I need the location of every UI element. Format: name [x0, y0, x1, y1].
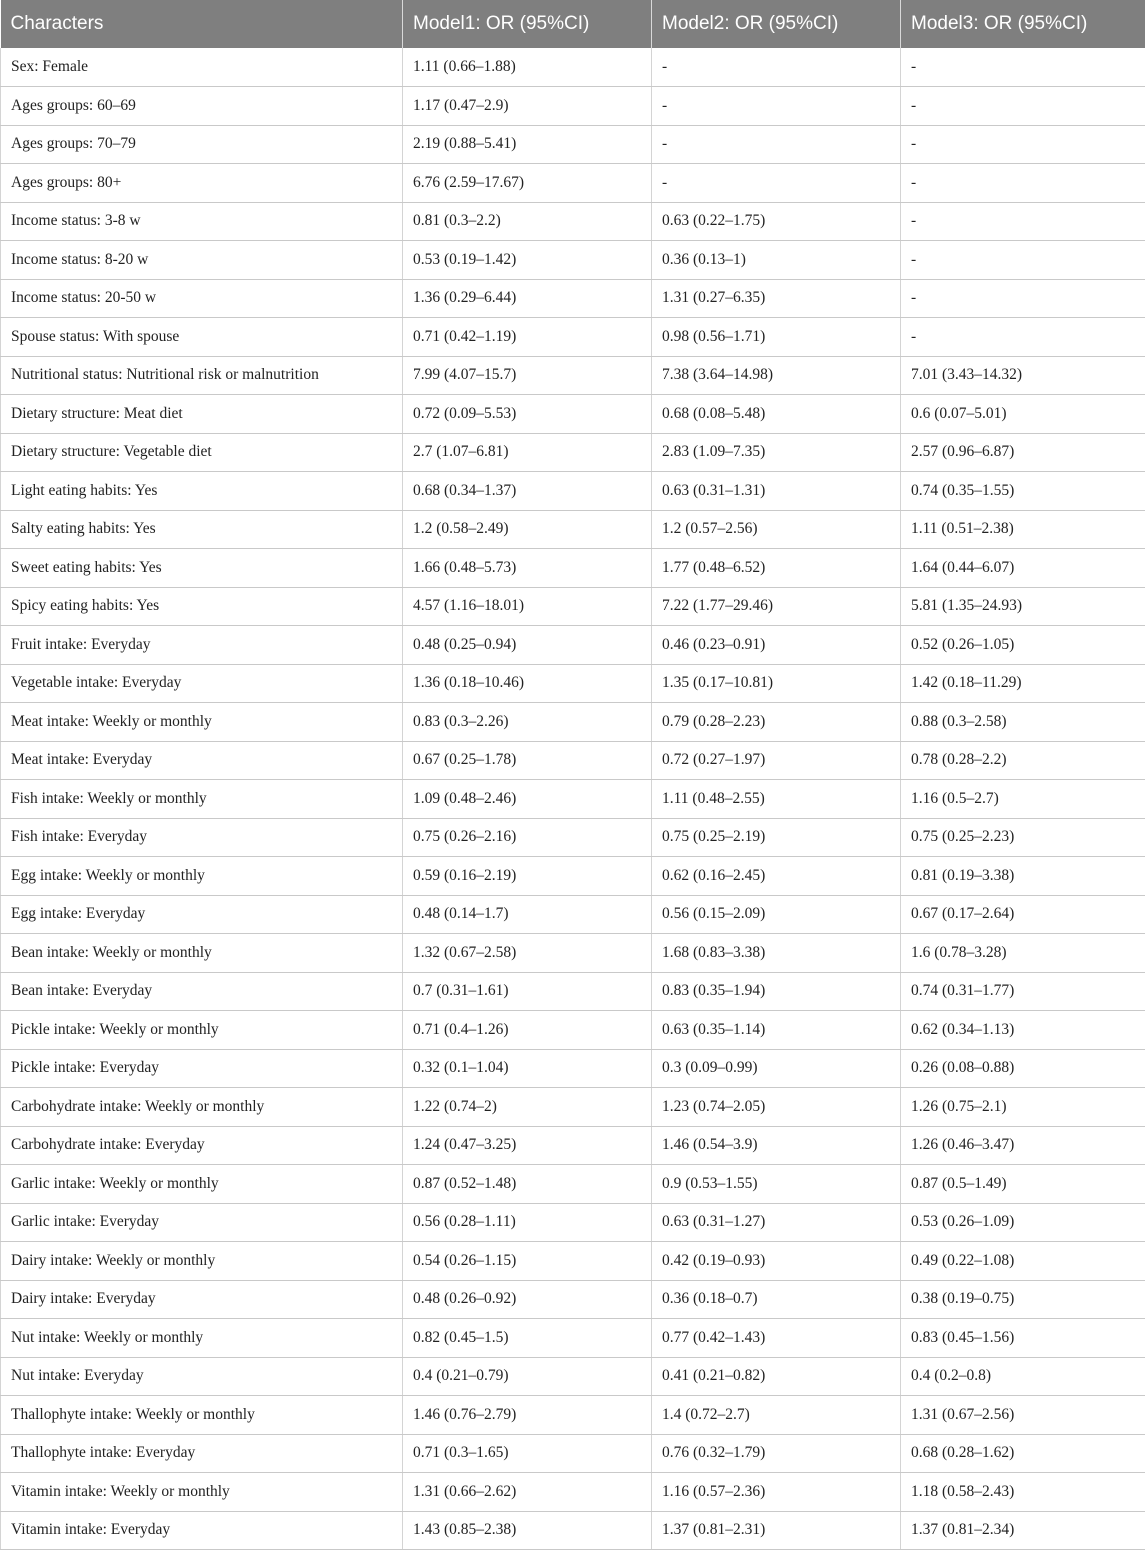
- cell-characters: Dietary structure: Vegetable diet: [1, 433, 403, 472]
- cell-characters: Fruit intake: Everyday: [1, 626, 403, 665]
- cell-model3: 1.37 (0.81–2.34): [901, 1511, 1145, 1550]
- cell-model1: 0.81 (0.3–2.2): [403, 202, 652, 241]
- cell-characters: Income status: 8-20 w: [1, 241, 403, 280]
- table-row: [1, 1165, 1145, 1204]
- cell-model3: -: [901, 125, 1145, 164]
- cell-characters: Spouse status: With spouse: [1, 318, 403, 357]
- table-header: [1, 0, 1145, 48]
- table-row: [1, 1511, 1145, 1550]
- cell-model1: 0.71 (0.4–1.26): [403, 1011, 652, 1050]
- table-body: [1, 48, 1145, 1550]
- cell-model1: 1.66 (0.48–5.73): [403, 549, 652, 588]
- cell-model1: 0.72 (0.09–5.53): [403, 395, 652, 434]
- cell-characters: Bean intake: Everyday: [1, 972, 403, 1011]
- table-row: [1, 87, 1145, 126]
- cell-characters: Ages groups: 60–69: [1, 87, 403, 126]
- table-row: [1, 125, 1145, 164]
- cell-model1: 0.56 (0.28–1.11): [403, 1203, 652, 1242]
- cell-model3: 0.6 (0.07–5.01): [901, 395, 1145, 434]
- cell-model1: 0.7 (0.31–1.61): [403, 972, 652, 1011]
- cell-model3: 0.52 (0.26–1.05): [901, 626, 1145, 665]
- cell-model1: 0.32 (0.1–1.04): [403, 1049, 652, 1088]
- cell-model2: 0.9 (0.53–1.55): [652, 1165, 901, 1204]
- cell-model2: 1.35 (0.17–10.81): [652, 664, 901, 703]
- cell-model1: 6.76 (2.59–17.67): [403, 164, 652, 203]
- cell-model1: 0.87 (0.52–1.48): [403, 1165, 652, 1204]
- cell-model3: 7.01 (3.43–14.32): [901, 356, 1145, 395]
- cell-characters: Thallophyte intake: Weekly or monthly: [1, 1396, 403, 1435]
- cell-characters: Egg intake: Weekly or monthly: [1, 857, 403, 896]
- cell-characters: Vegetable intake: Everyday: [1, 664, 403, 703]
- cell-characters: Fish intake: Weekly or monthly: [1, 780, 403, 819]
- cell-model3: 0.53 (0.26–1.09): [901, 1203, 1145, 1242]
- cell-model2: 0.42 (0.19–0.93): [652, 1242, 901, 1281]
- cell-model3: 0.78 (0.28–2.2): [901, 741, 1145, 780]
- table-row: [1, 241, 1145, 280]
- cell-model2: 0.63 (0.22–1.75): [652, 202, 901, 241]
- cell-model3: -: [901, 164, 1145, 203]
- table-row: [1, 433, 1145, 472]
- table-row: [1, 164, 1145, 203]
- cell-model2: 0.63 (0.31–1.27): [652, 1203, 901, 1242]
- cell-model2: 0.56 (0.15–2.09): [652, 895, 901, 934]
- cell-model2: 0.83 (0.35–1.94): [652, 972, 901, 1011]
- cell-model1: 0.48 (0.14–1.7): [403, 895, 652, 934]
- cell-model3: 1.26 (0.46–3.47): [901, 1126, 1145, 1165]
- table-row: [1, 1357, 1145, 1396]
- cell-model2: -: [652, 87, 901, 126]
- cell-model3: -: [901, 48, 1145, 87]
- cell-model1: 0.83 (0.3–2.26): [403, 703, 652, 742]
- cell-characters: Nutritional status: Nutritional risk or malnutrition: [1, 356, 403, 395]
- cell-characters: Bean intake: Weekly or monthly: [1, 934, 403, 973]
- cell-model2: 0.79 (0.28–2.23): [652, 703, 901, 742]
- cell-characters: Income status: 20-50 w: [1, 279, 403, 318]
- cell-model3: 1.64 (0.44–6.07): [901, 549, 1145, 588]
- cell-model1: 0.48 (0.25–0.94): [403, 626, 652, 665]
- cell-model1: 2.19 (0.88–5.41): [403, 125, 652, 164]
- cell-model2: 1.37 (0.81–2.31): [652, 1511, 901, 1550]
- cell-model1: 0.4 (0.21–0.79): [403, 1357, 652, 1396]
- cell-characters: Dairy intake: Everyday: [1, 1280, 403, 1319]
- cell-model1: 1.11 (0.66–1.88): [403, 48, 652, 87]
- table-row: [1, 1011, 1145, 1050]
- table-row: [1, 857, 1145, 896]
- table-row: [1, 395, 1145, 434]
- cell-model1: 1.36 (0.18–10.46): [403, 664, 652, 703]
- cell-characters: Ages groups: 80+: [1, 164, 403, 203]
- cell-characters: Ages groups: 70–79: [1, 125, 403, 164]
- cell-characters: Carbohydrate intake: Everyday: [1, 1126, 403, 1165]
- header-model3: Model3: OR (95%CI): [901, 0, 1145, 48]
- cell-characters: Vitamin intake: Everyday: [1, 1511, 403, 1550]
- cell-model3: 0.83 (0.45–1.56): [901, 1319, 1145, 1358]
- table-row: [1, 895, 1145, 934]
- cell-characters: Garlic intake: Everyday: [1, 1203, 403, 1242]
- cell-model1: 1.36 (0.29–6.44): [403, 279, 652, 318]
- table-row: [1, 318, 1145, 357]
- table-row: [1, 703, 1145, 742]
- cell-model2: 0.68 (0.08–5.48): [652, 395, 901, 434]
- cell-model1: 0.59 (0.16–2.19): [403, 857, 652, 896]
- table-row: [1, 1473, 1145, 1512]
- cell-model3: -: [901, 202, 1145, 241]
- cell-model3: 1.18 (0.58–2.43): [901, 1473, 1145, 1512]
- cell-characters: Meat intake: Weekly or monthly: [1, 703, 403, 742]
- cell-model3: 0.68 (0.28–1.62): [901, 1434, 1145, 1473]
- cell-model3: 0.38 (0.19–0.75): [901, 1280, 1145, 1319]
- cell-model3: 1.26 (0.75–2.1): [901, 1088, 1145, 1127]
- cell-characters: Income status: 3-8 w: [1, 202, 403, 241]
- table-row: [1, 1088, 1145, 1127]
- cell-model3: 0.26 (0.08–0.88): [901, 1049, 1145, 1088]
- cell-model2: 1.68 (0.83–3.38): [652, 934, 901, 973]
- cell-model3: 2.57 (0.96–6.87): [901, 433, 1145, 472]
- cell-model1: 0.68 (0.34–1.37): [403, 472, 652, 511]
- table-row: [1, 1280, 1145, 1319]
- cell-model2: 0.46 (0.23–0.91): [652, 626, 901, 665]
- cell-model2: -: [652, 48, 901, 87]
- cell-model2: 0.62 (0.16–2.45): [652, 857, 901, 896]
- table-row: [1, 1434, 1145, 1473]
- cell-model1: 4.57 (1.16–18.01): [403, 587, 652, 626]
- cell-characters: Carbohydrate intake: Weekly or monthly: [1, 1088, 403, 1127]
- table-row: [1, 818, 1145, 857]
- header-row: [1, 0, 1145, 48]
- cell-model2: 1.2 (0.57–2.56): [652, 510, 901, 549]
- cell-characters: Sweet eating habits: Yes: [1, 549, 403, 588]
- cell-model2: 0.72 (0.27–1.97): [652, 741, 901, 780]
- cell-model2: 0.3 (0.09–0.99): [652, 1049, 901, 1088]
- cell-characters: Pickle intake: Everyday: [1, 1049, 403, 1088]
- cell-model1: 1.2 (0.58–2.49): [403, 510, 652, 549]
- cell-model2: 0.76 (0.32–1.79): [652, 1434, 901, 1473]
- table-row: [1, 472, 1145, 511]
- cell-model3: -: [901, 318, 1145, 357]
- cell-model3: 0.88 (0.3–2.58): [901, 703, 1145, 742]
- header-model2: Model2: OR (95%CI): [652, 0, 901, 48]
- table-row: [1, 741, 1145, 780]
- cell-model3: 0.62 (0.34–1.13): [901, 1011, 1145, 1050]
- cell-model3: -: [901, 87, 1145, 126]
- table-row: [1, 780, 1145, 819]
- table-row: [1, 1126, 1145, 1165]
- cell-characters: Nut intake: Weekly or monthly: [1, 1319, 403, 1358]
- cell-model1: 1.43 (0.85–2.38): [403, 1511, 652, 1550]
- table-row: [1, 510, 1145, 549]
- table-row: [1, 626, 1145, 665]
- cell-model3: 1.6 (0.78–3.28): [901, 934, 1145, 973]
- cell-model3: 0.87 (0.5–1.49): [901, 1165, 1145, 1204]
- cell-characters: Pickle intake: Weekly or monthly: [1, 1011, 403, 1050]
- cell-model3: 0.74 (0.35–1.55): [901, 472, 1145, 511]
- cell-model3: 0.49 (0.22–1.08): [901, 1242, 1145, 1281]
- table-row: [1, 279, 1145, 318]
- cell-model3: 0.4 (0.2–0.8): [901, 1357, 1145, 1396]
- table-row: [1, 1242, 1145, 1281]
- cell-model3: 1.16 (0.5–2.7): [901, 780, 1145, 819]
- cell-model3: 1.11 (0.51–2.38): [901, 510, 1145, 549]
- cell-model3: 5.81 (1.35–24.93): [901, 587, 1145, 626]
- table-row: [1, 1319, 1145, 1358]
- cell-model2: 1.31 (0.27–6.35): [652, 279, 901, 318]
- cell-characters: Nut intake: Everyday: [1, 1357, 403, 1396]
- cell-model2: -: [652, 125, 901, 164]
- cell-model2: 1.77 (0.48–6.52): [652, 549, 901, 588]
- cell-model2: 0.41 (0.21–0.82): [652, 1357, 901, 1396]
- cell-characters: Meat intake: Everyday: [1, 741, 403, 780]
- cell-characters: Light eating habits: Yes: [1, 472, 403, 511]
- cell-model2: 0.63 (0.31–1.31): [652, 472, 901, 511]
- cell-characters: Garlic intake: Weekly or monthly: [1, 1165, 403, 1204]
- cell-model2: 0.36 (0.18–0.7): [652, 1280, 901, 1319]
- cell-characters: Fish intake: Everyday: [1, 818, 403, 857]
- cell-model1: 1.17 (0.47–2.9): [403, 87, 652, 126]
- cell-model1: 0.82 (0.45–1.5): [403, 1319, 652, 1358]
- cell-model2: 2.83 (1.09–7.35): [652, 433, 901, 472]
- cell-model2: 0.77 (0.42–1.43): [652, 1319, 901, 1358]
- cell-model1: 0.53 (0.19–1.42): [403, 241, 652, 280]
- cell-characters: Salty eating habits: Yes: [1, 510, 403, 549]
- cell-model2: -: [652, 164, 901, 203]
- cell-model3: 1.42 (0.18–11.29): [901, 664, 1145, 703]
- cell-model3: 0.67 (0.17–2.64): [901, 895, 1145, 934]
- cell-model1: 2.7 (1.07–6.81): [403, 433, 652, 472]
- cell-model1: 1.24 (0.47–3.25): [403, 1126, 652, 1165]
- table-row: [1, 664, 1145, 703]
- cell-model2: 1.16 (0.57–2.36): [652, 1473, 901, 1512]
- cell-characters: Egg intake: Everyday: [1, 895, 403, 934]
- cell-model3: -: [901, 279, 1145, 318]
- cell-characters: Dietary structure: Meat diet: [1, 395, 403, 434]
- cell-model1: 0.71 (0.3–1.65): [403, 1434, 652, 1473]
- table-row: [1, 1049, 1145, 1088]
- cell-characters: Dairy intake: Weekly or monthly: [1, 1242, 403, 1281]
- cell-model1: 1.09 (0.48–2.46): [403, 780, 652, 819]
- header-model1: Model1: OR (95%CI): [403, 0, 652, 48]
- table-row: [1, 1396, 1145, 1435]
- cell-model3: 0.81 (0.19–3.38): [901, 857, 1145, 896]
- cell-model2: 7.38 (3.64–14.98): [652, 356, 901, 395]
- cell-model3: -: [901, 241, 1145, 280]
- table-row: [1, 48, 1145, 87]
- cell-model2: 1.23 (0.74–2.05): [652, 1088, 901, 1127]
- cell-model2: 0.36 (0.13–1): [652, 241, 901, 280]
- cell-model2: 0.98 (0.56–1.71): [652, 318, 901, 357]
- cell-model1: 1.22 (0.74–2): [403, 1088, 652, 1127]
- cell-model1: 0.67 (0.25–1.78): [403, 741, 652, 780]
- cell-model3: 1.31 (0.67–2.56): [901, 1396, 1145, 1435]
- cell-model1: 7.99 (4.07–15.7): [403, 356, 652, 395]
- cell-model1: 0.71 (0.42–1.19): [403, 318, 652, 357]
- cell-characters: Vitamin intake: Weekly or monthly: [1, 1473, 403, 1512]
- cell-model2: 0.63 (0.35–1.14): [652, 1011, 901, 1050]
- cell-model1: 1.32 (0.67–2.58): [403, 934, 652, 973]
- cell-model3: 0.74 (0.31–1.77): [901, 972, 1145, 1011]
- cell-model1: 0.75 (0.26–2.16): [403, 818, 652, 857]
- cell-characters: Sex: Female: [1, 48, 403, 87]
- cell-model1: 0.48 (0.26–0.92): [403, 1280, 652, 1319]
- cell-model1: 1.46 (0.76–2.79): [403, 1396, 652, 1435]
- table-row: [1, 549, 1145, 588]
- table-row: [1, 587, 1145, 626]
- cell-model2: 0.75 (0.25–2.19): [652, 818, 901, 857]
- cell-model2: 7.22 (1.77–29.46): [652, 587, 901, 626]
- table-row: [1, 202, 1145, 241]
- cell-model1: 0.54 (0.26–1.15): [403, 1242, 652, 1281]
- cell-model2: 1.4 (0.72–2.7): [652, 1396, 901, 1435]
- cell-model1: 1.31 (0.66–2.62): [403, 1473, 652, 1512]
- cell-characters: Spicy eating habits: Yes: [1, 587, 403, 626]
- cell-model3: 0.75 (0.25–2.23): [901, 818, 1145, 857]
- table-row: [1, 934, 1145, 973]
- cell-model2: 1.11 (0.48–2.55): [652, 780, 901, 819]
- cell-characters: Thallophyte intake: Everyday: [1, 1434, 403, 1473]
- table-row: [1, 972, 1145, 1011]
- table-row: [1, 1203, 1145, 1242]
- cell-model2: 1.46 (0.54–3.9): [652, 1126, 901, 1165]
- header-characters: Characters: [1, 0, 403, 48]
- table-row: [1, 356, 1145, 395]
